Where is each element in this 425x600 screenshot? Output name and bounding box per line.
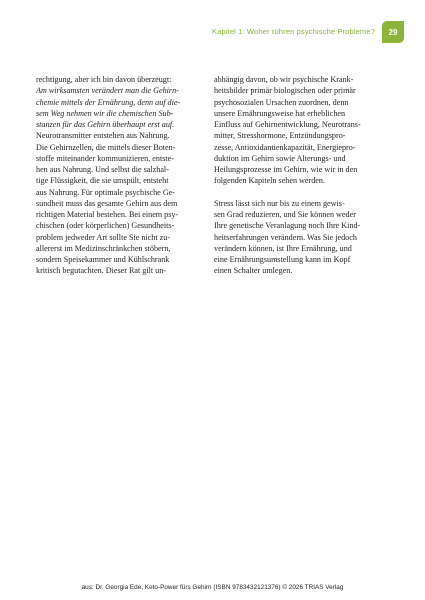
text-line: Heilungsprozesse im Gehirn, wie wir in den (214, 165, 358, 174)
text-line: rechtigung, aber ich bin davon überzeugt: (36, 75, 172, 84)
text-line: allererst im Medizinschränkchen stöbern, (36, 243, 171, 253)
text-line: Am wirksamsten verändert man die Gehirn- (36, 86, 179, 96)
text-line: Die Gehirnzellen, die mittels dieser Boten- (36, 142, 176, 152)
text-line: problem jedweder Art sollte Sie nicht zu- (36, 232, 171, 242)
text-line: abhängig davon, ob wir psychische Krank- (214, 75, 354, 84)
text-line: folgenden Kapiteln sehen werden. (214, 176, 326, 186)
text-line: duktion im Gehirn sowie Alterungs- und (214, 153, 346, 163)
right-column (214, 74, 384, 277)
text-line: hen aus Nahrung. Und selbst die salzhal- (36, 165, 169, 174)
text-line: sem Weg nehmen wir die chemischen Sub- (36, 108, 174, 118)
left-column (36, 74, 191, 277)
text-line: chischen (oder körperlichen) Gesundheits- (36, 221, 175, 231)
text-line: sen Grad reduzieren, und Sie können weder (214, 210, 356, 219)
text-line: stoffe miteinander kommunizieren, entste- (36, 153, 174, 163)
text-line: heitserfahrungen verändern. Was Sie jedoch (214, 232, 357, 242)
text-line: unsere Ernährungsweise hat erheblichen (214, 108, 346, 118)
text-line: sundheit muss das gesamte Gehirn aus dem (36, 198, 178, 208)
text-line: Stress lässt sich nur bis zu einem gewis- (214, 198, 345, 208)
text-line: einen Schalter umlegen. (214, 266, 293, 276)
text-line: Einfluss auf Gehirnentwicklung, Neurotrans- (214, 120, 361, 129)
running-head: Kapitel 1: Woher rühren psychische Probleme? (212, 27, 375, 36)
text-line: zesse, Antioxidantienkapazität, Energiepro- (214, 142, 356, 152)
text-line: mitter, Stresshormone, Entzündungspro- (214, 131, 346, 141)
text-line: kritisch begutachten. Dieser Rat gilt un- (36, 266, 166, 276)
text-line: verändern können, ist Ihre Ernährung, und (214, 243, 352, 253)
text-line: tige Flüssigkeit, die sie umspült, entsteht (36, 176, 169, 186)
text-line: sondern Speisekammer und Kühlschrank (36, 255, 170, 264)
paragraph-gap (214, 187, 384, 198)
text-line: stanzen für das Gehirn überhaupt erst auf. (36, 120, 175, 129)
footer-citation: aus: Dr. Georgia Ede, Keto-Power fürs Gehirn (ISBN 9783432121376) © 2026 TRIAS Verlag (81, 584, 344, 591)
text-line: chemie mittels der Ernährung, denn auf die- (36, 97, 181, 107)
text-line: Ihre genetische Veranlagung noch Ihre Kind- (214, 221, 361, 231)
text-line: Neurotransmitter entstehen aus Nahrung. (36, 131, 170, 141)
text-line: eine Ernährungsumstellung kann im Kopf (214, 255, 351, 264)
text-line: heitsbilder primär biologischen oder primär (214, 86, 356, 96)
text-line: aus Nahrung. Für optimale psychische Ge- (36, 187, 175, 197)
page-number-badge: 29 (382, 21, 404, 43)
text-line: psychosozialen Ursachen zuordnen, denn (214, 97, 349, 107)
text-line: richtigen Material bestehen. Bei einem psy- (36, 210, 179, 219)
